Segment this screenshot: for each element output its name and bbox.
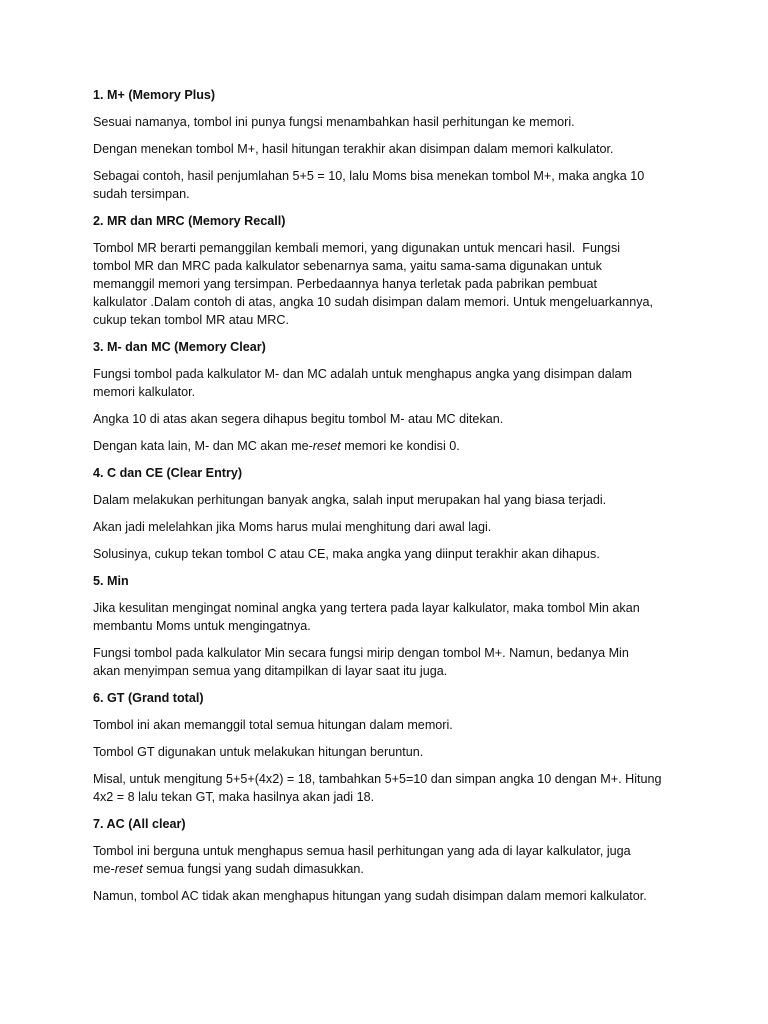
section-heading: 3. M- dan MC (Memory Clear) [93, 340, 266, 354]
text-run: Dengan kata lain, M- dan MC akan me- [93, 439, 313, 453]
text-line: Tombol ini berguna untuk menghapus semua hasil perhitungan yang ada di layar kalkulator, juga [93, 844, 631, 858]
paragraph [93, 887, 693, 905]
paragraph [93, 743, 693, 761]
text-line: Jika kesulitan mengingat nominal angka yang tertera pada layar kalkulator, maka tombol Min akan [93, 601, 640, 615]
section-heading: 7. AC (All clear) [93, 817, 186, 831]
text-line [93, 437, 693, 455]
paragraph [93, 239, 693, 329]
paragraph [93, 644, 693, 680]
section-heading: 2. MR dan MRC (Memory Recall) [93, 214, 286, 228]
text-line: Dengan menekan tombol M+, hasil hitungan terakhir akan disimpan dalam memori kalkulator. [93, 142, 614, 156]
text-line: sudah tersimpan. [93, 187, 190, 201]
paragraph [93, 410, 693, 428]
text-line: Solusinya, cukup tekan tombol C atau CE, maka angka yang diinput terakhir akan dihapus. [93, 547, 600, 561]
text-line: Misal, untuk mengitung 5+5+(4x2) = 18, tambahkan 5+5=10 dan simpan angka 10 dengan M+. Hitung [93, 772, 662, 786]
section-heading: 1. M+ (Memory Plus) [93, 88, 216, 102]
text-line: memori kalkulator. [93, 385, 196, 399]
italic-term: reset [114, 862, 143, 876]
text-line: memanggil memori yang tersimpan. Perbedaannya hanya terletak pada pabrikan pembuat [93, 277, 598, 291]
text-line: akan menyimpan semua yang ditampilkan di layar saat itu juga. [93, 664, 448, 678]
paragraph [93, 167, 693, 203]
text-line: Sesuai namanya, tombol ini punya fungsi menambahkan hasil perhitungan ke memori. [93, 115, 575, 129]
text-line: Fungsi tombol pada kalkulator Min secara fungsi mirip dengan tombol M+. Namun, bedanya Min [93, 646, 629, 660]
paragraph [93, 599, 693, 635]
text-line: membantu Moms untuk mengingatnya. [93, 619, 311, 633]
text-line: kalkulator .Dalam contoh di atas, angka 10 sudah disimpan dalam memori. Untuk mengeluarkannya, [93, 295, 654, 309]
text-line: Akan jadi melelahkan jika Moms harus mulai menghitung dari awal lagi. [93, 520, 492, 534]
paragraph [93, 491, 693, 509]
paragraph [93, 770, 693, 806]
paragraph [93, 545, 693, 563]
text-line: Angka 10 di atas akan segera dihapus begitu tombol M- atau MC ditekan. [93, 412, 504, 426]
text-line [93, 860, 693, 878]
section-heading: 6. GT (Grand total) [93, 691, 204, 705]
paragraph [93, 113, 693, 131]
paragraph [93, 365, 693, 401]
text-line: Namun, tombol AC tidak akan menghapus hitungan yang sudah disimpan dalam memori kalkulator. [93, 889, 647, 903]
text-line: Tombol GT digunakan untuk melakukan hitungan beruntun. [93, 745, 424, 759]
text-line: Sebagai contoh, hasil penjumlahan 5+5 = 10, lalu Moms bisa menekan tombol M+, maka angka 10 [93, 169, 645, 183]
text-line: tombol MR dan MRC pada kalkulator sebenarnya sama, yaitu sama-sama digunakan untuk [93, 259, 602, 273]
text-line: Dalam melakukan perhitungan banyak angka, salah input merupakan hal yang biasa terjadi. [93, 493, 607, 507]
paragraph [93, 716, 693, 734]
italic-term: reset [312, 439, 341, 453]
text-line: cukup tekan tombol MR atau MRC. [93, 313, 289, 327]
paragraph [93, 437, 693, 455]
text-line: Tombol ini akan memanggil total semua hitungan dalam memori. [93, 718, 453, 732]
section-heading: 5. Min [93, 574, 129, 588]
paragraph [93, 140, 693, 158]
paragraph [93, 842, 693, 878]
text-run: me- [93, 862, 115, 876]
text-line: Tombol MR berarti pemanggilan kembali memori, yang digunakan untuk mencari hasil. Fungsi [93, 241, 621, 255]
section-heading: 4. C dan CE (Clear Entry) [93, 466, 243, 480]
text-line: Fungsi tombol pada kalkulator M- dan MC adalah untuk menghapus angka yang disimpan dalam [93, 367, 633, 381]
text-run: memori ke kondisi 0. [340, 439, 460, 453]
document-page [93, 86, 693, 914]
text-run: semua fungsi yang sudah dimasukkan. [142, 862, 364, 876]
text-line: 4x2 = 8 lalu tekan GT, maka hasilnya akan jadi 18. [93, 790, 375, 804]
paragraph [93, 518, 693, 536]
